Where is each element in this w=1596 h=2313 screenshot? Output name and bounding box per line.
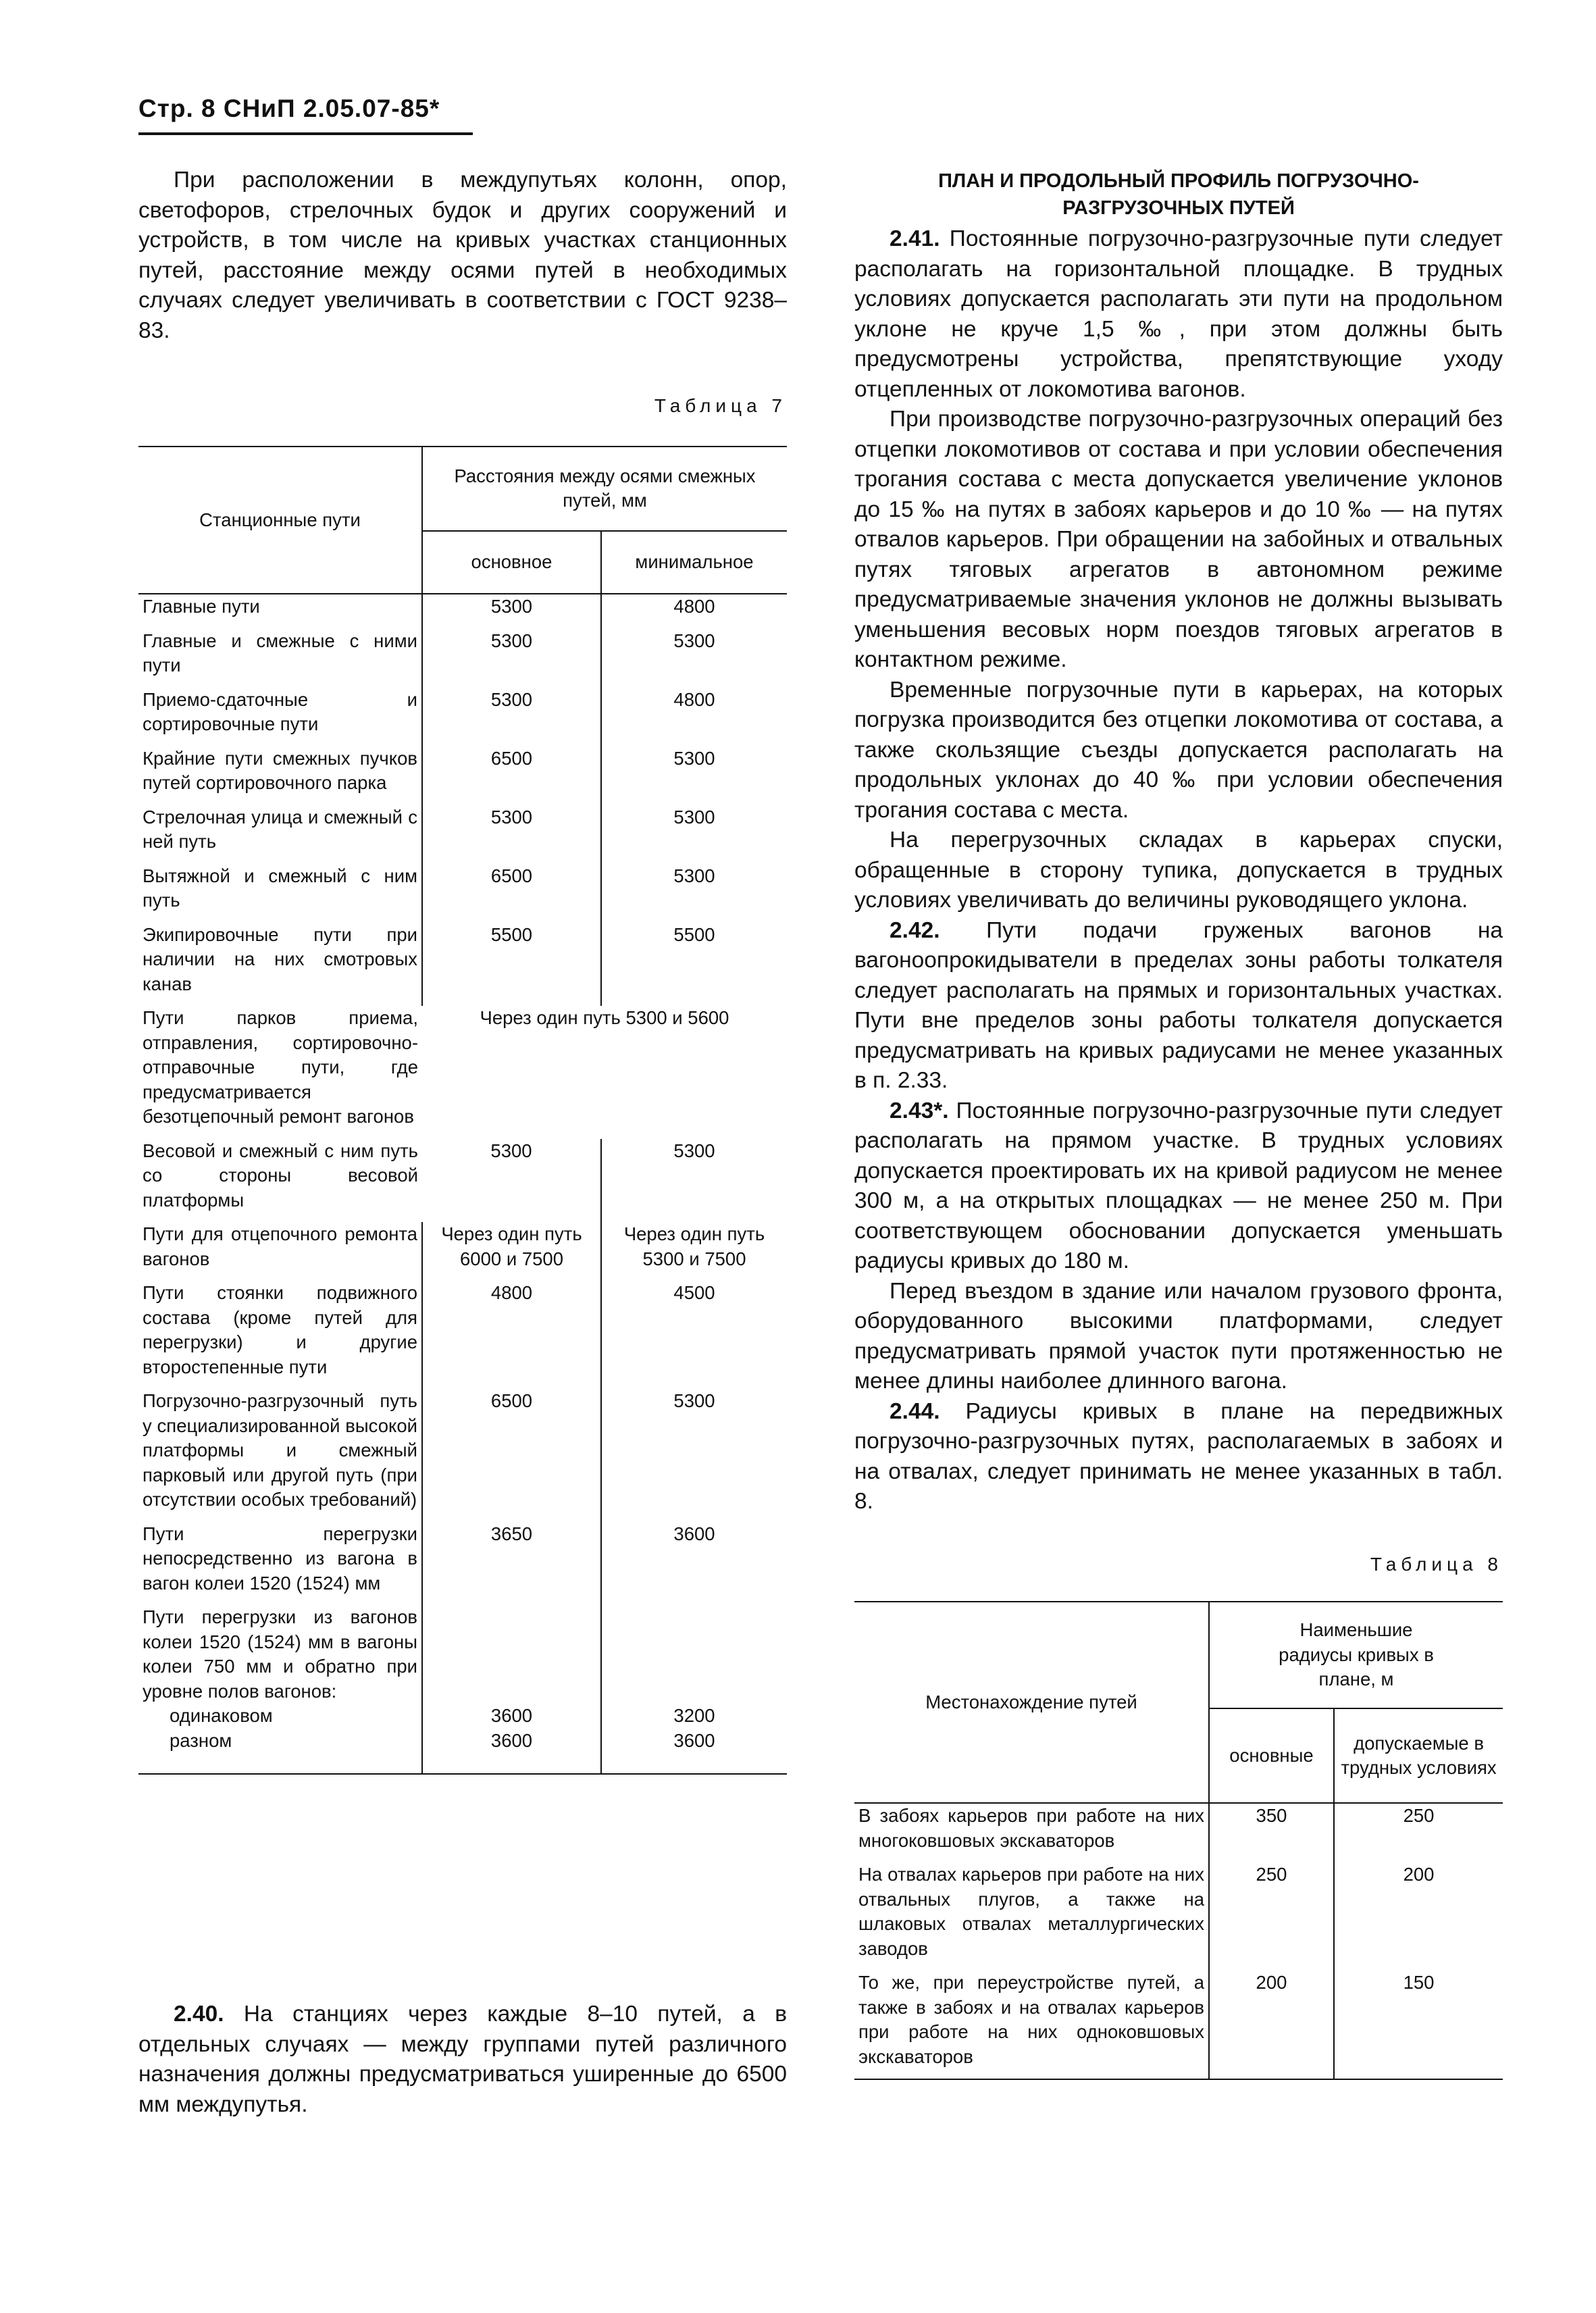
header-rule bbox=[138, 132, 473, 135]
table-row: Стрелочная улица и смежный с ней путь 5300 5300 bbox=[138, 805, 787, 864]
table8-caption bbox=[854, 1554, 1503, 1575]
table8-col-radius: Наименьшие радиусы кривых в плане, м bbox=[1209, 1602, 1503, 1708]
p241-number: 2.41. bbox=[890, 226, 940, 251]
table8-col-hard: допускаемые в трудных условиях bbox=[1334, 1708, 1503, 1803]
paragraph-2-40 bbox=[138, 2000, 787, 2120]
row-sub2-main: 3600 bbox=[490, 1729, 533, 1751]
table-row bbox=[138, 1605, 787, 1774]
p243-number: 2.43*. bbox=[890, 1098, 949, 1123]
row-sub2-min: 3600 bbox=[673, 1729, 715, 1751]
page-header: Стр. 8 СНиП 2.05.07-85* bbox=[138, 95, 440, 122]
table-row: Пути парков приема, отправления, сортировочно-отправочные пути, где предусматривается безотцепочный ремонт вагонов Через один путь 5300 и 5600 bbox=[138, 1006, 787, 1139]
p242-number: 2.42. bbox=[890, 917, 940, 943]
table-row: То же, при переустройстве путей, а также в забоях и на отвалах карьеров при работе на них одноковшовых экскаваторов 200 150 bbox=[854, 1971, 1503, 2079]
intro-paragraph: При расположении в междупутьях колонн, опор, светофоров, стрелочных будок и других сооружений и устройств, в том числе на кривых участках станционных путей, расстояние между осями путей в необходимых случаях следует увеличивать в соответствии с ГОСТ 9238–83. bbox=[138, 168, 787, 343]
row-sub2: разном bbox=[170, 1729, 232, 1751]
table-row: Весовой и смежный с ним путь со стороны весовой платформы 5300 5300 bbox=[138, 1139, 787, 1223]
right-column bbox=[854, 168, 1503, 1517]
table-row: На отвалах карьеров при работе на них отвальных плугов, а также на шлаковых отвалах металлургических заводов 250 200 bbox=[854, 1862, 1503, 1971]
table-row: Главные пути 5300 4800 bbox=[138, 594, 787, 629]
table-row: Экипировочные пути при наличии на них смотровых канав 5500 5500 bbox=[138, 923, 787, 1007]
p244-number: 2.44. bbox=[890, 1398, 940, 1424]
section-title: ПЛАН И ПРОДОЛЬНЫЙ ПРОФИЛЬ ПОГРУЗОЧНО-РАЗГРУЗОЧНЫХ ПУТЕЙ bbox=[938, 170, 1419, 219]
left-intro bbox=[138, 166, 787, 346]
p244-text: Радиусы кривых в плане на передвижных погрузочно-разгрузочных путях, располагаемых в забоях и на отвалах, следует принимать не менее указанных в табл. 8. bbox=[854, 1398, 1503, 1514]
p241d-text: На перегрузочных складах в карьерах спуски, обращенные в сторону тупика, допускается в трудных условиях увеличивать до величины руководящего уклона. bbox=[854, 828, 1503, 913]
p242-text: Пути подачи груженых вагонов на вагоноопрокидыватели в пределах зоны работы толкателя следует располагать на прямых и горизонтальных участках. Пути вне пределов зоны работы толкателя допускается предусматривать на кривых радиусами не менее указанных в п. 2.33. bbox=[854, 917, 1503, 1093]
p240-number: 2.40. bbox=[174, 2002, 224, 2027]
p241c-text: Временные погрузочные пути в карьерах, на которых погрузка производится без отцепки локомотива от состава, а также скользящие съезды допускается располагать на продольных уклонах до 40 ‰ при условии обеспечения трогания состава с места. bbox=[854, 677, 1503, 823]
table-row: Погрузочно-разгрузочный путь у специализированной высокой платформы и смежный парковый или другой путь (при отсутствии особых требований) 6500 5300 bbox=[138, 1389, 787, 1522]
table7-col-main: основное bbox=[422, 531, 601, 594]
table8-caption-text: Таблица 8 bbox=[1370, 1554, 1503, 1575]
table-row: Приемо-сдаточные и сортировочные пути 5300 4800 bbox=[138, 688, 787, 746]
row-sub1-main: 3600 bbox=[490, 1705, 533, 1726]
spanned-value: Через один путь 5300 и 5600 bbox=[480, 1007, 729, 1028]
p243b-text: Перед въездом в здание или началом грузового фронта, оборудованного высокими платформами, следует предусматривать прямой участок пути протяженностью не менее длины наиболее длинного вагона. bbox=[854, 1278, 1503, 1394]
table7 bbox=[138, 446, 787, 1775]
table7-col-tracks: Станционные пути bbox=[138, 447, 422, 594]
table7-col-min: минимальное bbox=[601, 531, 787, 594]
table-row: Вытяжной и смежный с ним путь 6500 5300 bbox=[138, 864, 787, 923]
table7-grid bbox=[138, 446, 787, 1775]
table7-caption bbox=[138, 395, 787, 417]
p241-text: Постоянные погрузочно-разгрузочные пути следует располагать на горизонтальной площадке. В трудных условиях допускается располагать эти пути на продольном уклоне не круче 1,5 ‰, при этом должны быть предусмотрены устройства, препятствующие уходу отцепленных от локомотива вагонов. bbox=[854, 226, 1503, 402]
table-row: В забоях карьеров при работе на них многоковшовых экскаваторов 350 250 bbox=[854, 1803, 1503, 1862]
table-row: Пути для отцепочного ремонта вагонов Через один путь 6000 и 7500 Через один путь 5300 и 7500 bbox=[138, 1222, 787, 1281]
row-sub1-min: 3200 bbox=[673, 1705, 715, 1726]
table-row: Пути перегрузки непосредственно из вагона в вагон колеи 1520 (1524) мм 3650 3600 bbox=[138, 1522, 787, 1606]
table8-grid bbox=[854, 1601, 1503, 2080]
row-name: Пути перегрузки из вагонов колеи 1520 (1524) мм в вагоны колеи 750 мм и обратно при уровне полов вагонов: bbox=[143, 1606, 417, 1702]
table7-caption-text: Таблица 7 bbox=[654, 395, 787, 416]
row-sub1: одинаковом bbox=[170, 1705, 273, 1726]
table-row: Крайние пути смежных пучков путей сортировочного парка 6500 5300 bbox=[138, 746, 787, 805]
table8-col-loc: Местонахождение путей bbox=[854, 1602, 1209, 1803]
table8-col-main: основные bbox=[1209, 1708, 1334, 1803]
p240-text: На станциях через каждые 8–10 путей, а в отдельных случаях — между группами путей различного назначения должны предусматриваться уширенные до 6500 мм междупутья. bbox=[138, 2002, 787, 2117]
table8 bbox=[854, 1601, 1503, 2080]
p243-text: Постоянные погрузочно-разгрузочные пути следует располагать на прямом участке. В трудных условиях допускается проектировать их на кривой радиусом не менее 300 м, а на открытых площадках — не менее 250 м. При соответствующем обосновании допускается уменьшать радиусы кривых до 180 м. bbox=[854, 1098, 1503, 1273]
table7-col-dist: Расстояния между осями смежных путей, мм bbox=[422, 447, 787, 531]
table-row: Пути стоянки подвижного состава (кроме путей для перегрузки) и другие второстепенные пути 4800 4500 bbox=[138, 1281, 787, 1389]
p241b-text: При производстве погрузочно-разгрузочных операций без отцепки локомотивов от состава и при условии обеспечения трогания состава с места допускается увеличение уклонов до 15 ‰ на путях в забоях карьеров и до 10 ‰ — на путях отвалов карьеров. При обращении на забойных и отвальных путях тяговых агрегатов в автономном режиме предусматриваемые значения уклонов не должны вызывать уменьшения весовых норм поездов тяговых агрегатов в контактном режиме. bbox=[854, 407, 1503, 672]
table-row: Главные и смежные с ними пути 5300 5300 bbox=[138, 629, 787, 688]
